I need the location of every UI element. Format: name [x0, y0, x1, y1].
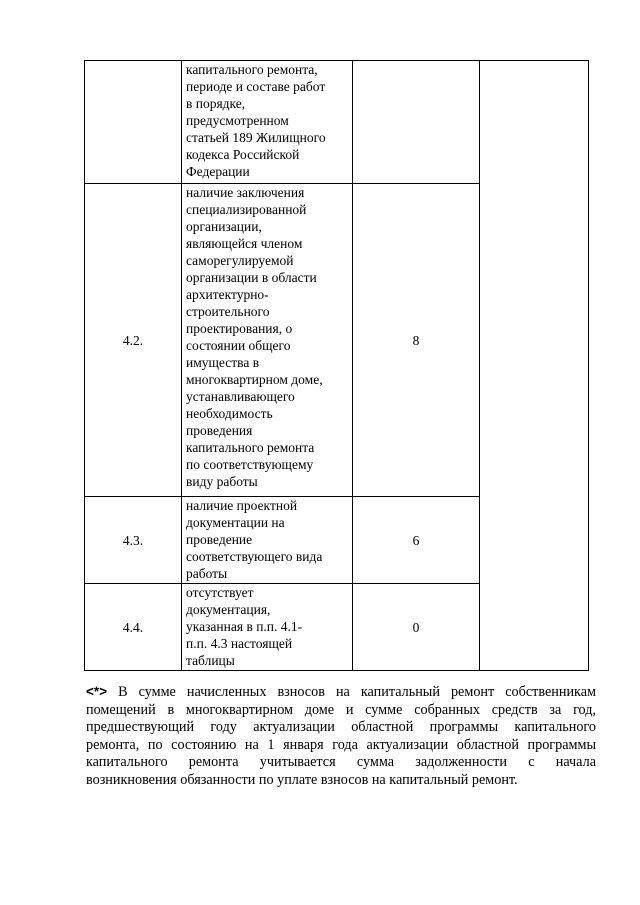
description-line: состоянии общего: [186, 338, 291, 353]
row-score: 0: [353, 584, 480, 671]
row-number: 4.3.: [85, 497, 182, 584]
description-line: многоквартирном доме,: [186, 372, 323, 387]
footnote-text: В сумме начисленных взносов на капитальный ремонт собственникам: [118, 684, 596, 700]
description-line: проектирования, о: [186, 321, 293, 336]
row-description: [182, 497, 353, 584]
description-line: работы: [186, 566, 228, 581]
row-number: [85, 61, 182, 184]
description-line: указанная в п.п. 4.1-: [186, 619, 303, 634]
footnote-line: предшествующий году актуализации областной программы капитального: [86, 719, 596, 736]
description-line: архитектурно-: [186, 287, 269, 302]
description-line: кодекса Российской: [186, 147, 300, 162]
row-number: 4.4.: [85, 584, 182, 671]
description-line: периоде и составе работ: [186, 79, 326, 94]
footnote-line: ремонта, по состоянию на 1 января года актуализации областной программы: [86, 736, 596, 753]
description-line: проведение: [186, 532, 253, 547]
description-line: п.п. 4.3 настоящей: [186, 636, 293, 651]
description-line: таблицы: [186, 653, 235, 668]
row-score: [353, 61, 480, 184]
description-line: документации на: [186, 515, 285, 530]
description-line: в порядке,: [186, 96, 246, 111]
description-line: необходимость: [186, 406, 273, 421]
description-line: статьей 189 Жилищного: [186, 130, 326, 145]
row-score: 6: [353, 497, 480, 584]
footnote-line: капитального ремонта учитывается сумма задолженности с начала: [86, 754, 596, 771]
description-line: проведения: [186, 423, 253, 438]
description-line: Федерации: [186, 164, 250, 179]
description-line: организации,: [186, 219, 262, 234]
description-line: строительного: [186, 304, 270, 319]
merged-empty-cell: [480, 61, 589, 671]
description-line: отсутствует: [186, 585, 254, 600]
description-line: наличие заключения: [186, 185, 305, 200]
description-line: соответствующего вида: [186, 549, 323, 564]
description-line: виду работы: [186, 474, 258, 489]
description-line: организации в области: [186, 270, 317, 285]
footnote-marker: <*>: [86, 684, 108, 699]
row-number: 4.2.: [85, 184, 182, 497]
description-line: саморегулируемой: [186, 253, 294, 268]
description-line: капитального ремонта: [186, 440, 315, 455]
footnote-line: [86, 683, 596, 702]
footnote-line: возникновения обязанности по уплате взносов на капитальный ремонт.: [86, 771, 518, 788]
row-description: [182, 584, 353, 671]
description-line: специализированной: [186, 202, 307, 217]
row-description: [182, 61, 353, 184]
description-line: по соответствующему: [186, 457, 314, 472]
criteria-table: [84, 60, 589, 671]
row-description: [182, 184, 353, 497]
description-line: устанавливающего: [186, 389, 295, 404]
description-line: документация,: [186, 602, 271, 617]
description-line: являющейся членом: [186, 236, 303, 251]
footnote: [86, 683, 596, 790]
description-line: предусмотренном: [186, 113, 289, 128]
description-line: имущества в: [186, 355, 260, 370]
footnote-line: помещений в многоквартирном доме и сумме собранных средств за год,: [86, 701, 596, 718]
row-score: 8: [353, 184, 480, 497]
description-line: капитального ремонта,: [186, 62, 318, 77]
description-line: наличие проектной: [186, 498, 298, 513]
table-row: [85, 61, 589, 184]
